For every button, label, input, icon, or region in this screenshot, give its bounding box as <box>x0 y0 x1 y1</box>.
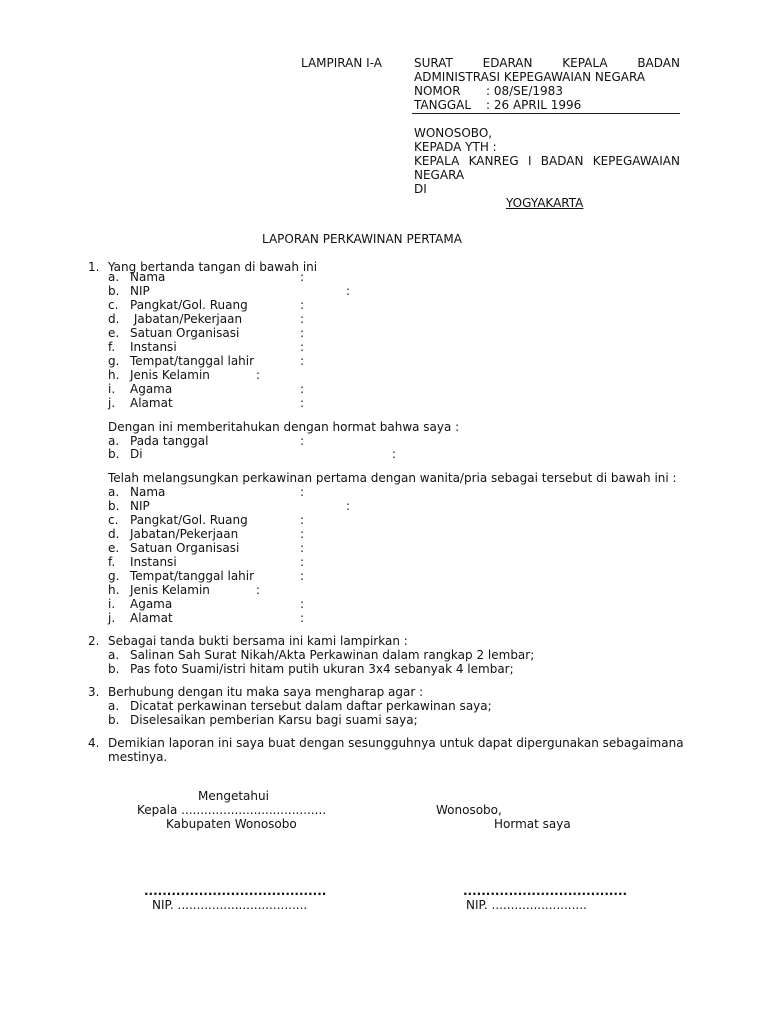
field-letter: h. <box>108 583 120 597</box>
item-text: Pas foto Suami/istri hitam putih ukuran 3x4 sebanyak 4 lembar; <box>130 662 514 676</box>
nomor-value: : 08/SE/1983 <box>486 84 563 98</box>
field-colon: : <box>392 447 397 461</box>
field-letter: i. <box>108 382 116 396</box>
section1-intro: Yang bertanda tangan di bawah ini <box>108 260 318 274</box>
field-letter: d. <box>108 527 120 541</box>
address-city: WONOSOBO, <box>414 126 493 140</box>
field-label: Tempat/tanggal lahir <box>130 569 255 583</box>
field-letter: a. <box>108 485 120 499</box>
field-letter: j. <box>108 396 116 410</box>
field-letter: g. <box>108 354 120 368</box>
section3-intro: Berhubung dengan itu maka saya mengharap agar : <box>108 685 424 699</box>
field-label: Agama <box>130 597 173 611</box>
field-letter: b. <box>108 284 120 298</box>
field-label: Di <box>130 447 143 461</box>
field-colon: : <box>300 541 305 555</box>
sign-right-name-line: .................................... <box>463 884 628 898</box>
item-text: Diselesaikan pemberian Karsu bagi suami saya; <box>130 713 418 727</box>
field-label: Pangkat/Gol. Ruang <box>130 298 248 312</box>
field-label: Jabatan/Pekerjaan <box>130 312 243 326</box>
field-letter: i. <box>108 597 116 611</box>
field-letter: e. <box>108 541 120 555</box>
field-colon: : <box>300 569 305 583</box>
page-title: LAPORAN PERKAWINAN PERTAMA <box>262 232 462 246</box>
sign-right-nip: NIP. ......................... <box>466 898 587 912</box>
field-label: Tempat/tanggal lahir <box>130 354 255 368</box>
field-colon: : <box>300 354 305 368</box>
field-colon: : <box>256 583 261 597</box>
field-label: Satuan Organisasi <box>130 326 240 340</box>
address-to: KEPADA YTH : <box>414 140 497 154</box>
field-letter: a. <box>108 270 120 284</box>
field-colon: : <box>300 396 305 410</box>
married-text: Telah melangsungkan perkawinan pertama dengan wanita/pria sebagai tersebut di bawah ini : <box>108 471 677 485</box>
field-colon: : <box>300 326 305 340</box>
field-letter: d. <box>108 312 120 326</box>
field-label: Jenis Kelamin <box>130 368 210 382</box>
circular-line1: SURAT EDARAN KEPALA BADAN <box>414 56 680 70</box>
notify-text: Dengan ini memberitahukan dengan hormat bahwa saya : <box>108 420 460 434</box>
field-label: Alamat <box>130 611 173 625</box>
sign-right-city: Wonosobo, <box>436 803 502 817</box>
nomor-label: NOMOR <box>414 84 461 98</box>
section2-number: 2. <box>88 634 100 648</box>
item-letter: a. <box>108 648 120 662</box>
field-colon: : <box>300 340 305 354</box>
sign-right-regards: Hormat saya <box>494 817 571 831</box>
item-text: Salinan Sah Surat Nikah/Akta Perkawinan dalam rangkap 2 lembar; <box>130 648 535 662</box>
sign-left-nip: NIP. .................................. <box>152 898 308 912</box>
field-letter: g. <box>108 569 120 583</box>
field-colon: : <box>300 312 305 326</box>
field-letter: a. <box>108 434 120 448</box>
item-letter: b. <box>108 662 120 676</box>
field-label: Instansi <box>130 340 177 354</box>
header-underline <box>412 113 680 114</box>
field-colon: : <box>300 513 305 527</box>
address-di: DI <box>414 182 427 196</box>
field-label: Instansi <box>130 555 177 569</box>
circular-line2: ADMINISTRASI KEPEGAWAIAN NEGARA <box>414 70 646 84</box>
field-letter: j. <box>108 611 116 625</box>
field-colon: : <box>300 270 305 284</box>
address-recipient-line1: KEPALA KANREG I BADAN KEPEGAWAIAN <box>414 154 680 168</box>
tanggal-label: TANGGAL <box>414 98 472 112</box>
field-label: Satuan Organisasi <box>130 541 240 555</box>
field-colon: : <box>300 485 305 499</box>
field-letter: h. <box>108 368 120 382</box>
field-label: NIP <box>130 499 150 513</box>
field-label: Nama <box>130 270 166 284</box>
field-letter: b. <box>108 499 120 513</box>
field-label: Agama <box>130 382 173 396</box>
field-label: Alamat <box>130 396 173 410</box>
address-recipient-line2: NEGARA <box>414 168 465 182</box>
field-letter: e. <box>108 326 120 340</box>
sign-left-title: Kepala ...................................... <box>137 803 327 817</box>
item-letter: b. <box>108 713 120 727</box>
field-colon: : <box>346 499 351 513</box>
lampiran-label: LAMPIRAN I-A <box>301 56 382 70</box>
field-colon: : <box>300 555 305 569</box>
tanggal-value: : 26 APRIL 1996 <box>486 98 582 112</box>
section4-line2: mestinya. <box>108 750 168 764</box>
field-colon: : <box>300 611 305 625</box>
field-letter: c. <box>108 513 119 527</box>
field-colon: : <box>300 527 305 541</box>
field-colon: : <box>300 382 305 396</box>
field-letter: f. <box>108 340 116 354</box>
section2-intro: Sebagai tanda bukti bersama ini kami lampirkan : <box>108 634 408 648</box>
field-label: NIP <box>130 284 150 298</box>
item-letter: a. <box>108 699 120 713</box>
sign-left-name-line: ........................................ <box>144 884 327 898</box>
sign-left-heading: Mengetahui <box>198 789 269 803</box>
section3-number: 3. <box>88 685 100 699</box>
field-letter: f. <box>108 555 116 569</box>
field-label: Jabatan/Pekerjaan <box>130 527 239 541</box>
section1-number: 1. <box>88 260 100 274</box>
field-letter: c. <box>108 298 119 312</box>
field-colon: : <box>300 597 305 611</box>
section4-number: 4. <box>88 736 100 750</box>
field-colon: : <box>300 434 305 448</box>
field-label: Pangkat/Gol. Ruang <box>130 513 248 527</box>
field-colon: : <box>300 298 305 312</box>
field-label: Pada tanggal <box>130 434 209 448</box>
item-text: Dicatat perkawinan tersebut dalam daftar perkawinan saya; <box>130 699 492 713</box>
field-label: Jenis Kelamin <box>130 583 210 597</box>
field-colon: : <box>256 368 261 382</box>
section4-line1: Demikian laporan ini saya buat dengan sesungguhnya untuk dapat dipergunakan sebagaimana <box>108 736 684 750</box>
sign-left-office: Kabupaten Wonosobo <box>166 817 297 831</box>
address-place: YOGYAKARTA <box>506 196 584 210</box>
field-label: Nama <box>130 485 166 499</box>
field-colon: : <box>346 284 351 298</box>
field-letter: b. <box>108 447 120 461</box>
